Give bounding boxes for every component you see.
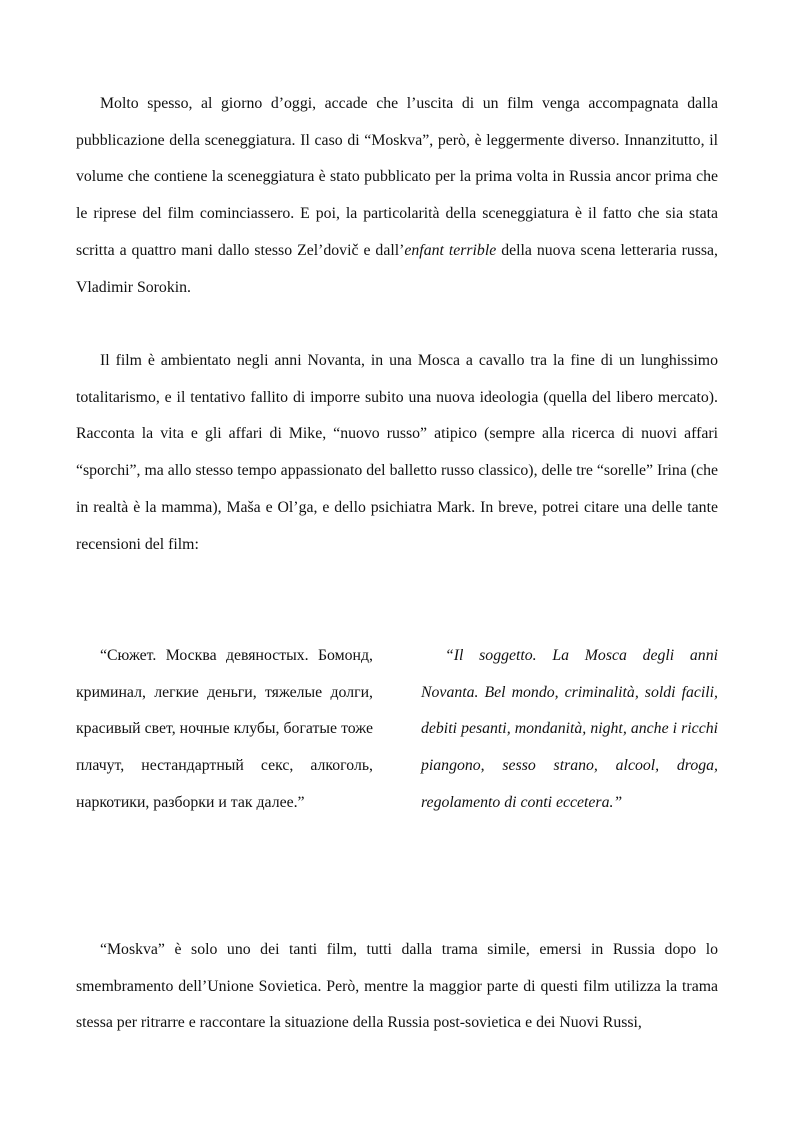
quote-russian: “Сюжет. Москва девяностых. Бомонд, криминал, легкие деньги, тяжелые долги, красивый свет, ночные клубы, богатые тоже плачут, нестандартный секс, алкоголь, наркотики, разборки и так далее.”: [76, 647, 373, 811]
paragraph-1-text-a: Molto spesso, al giorno d’oggi, accade che l’uscita di un film venga accompagnata dalla pubblicazione della sceneggiatura. Il caso di “Moskva”, però, è leggermente diverso. Innanzitutto, il volume che contiene la sceneggiatura è stato pubblicato per la prima volta in Russia ancor prima che le riprese del film cominciassero. E poi, la particolarità della sceneggiatura è il fatto che sia stata scritta a quattro mani dallo stesso Zel’dovič e dall’: [76, 95, 718, 259]
paragraph-film-setting: Il film è ambientato negli anni Novanta, in una Mosca a cavallo tra la fine di un lunghissimo totalitarismo, e il tentativo fallito di imporre subito una nuova ideologia (quella del libero mercato). Racconta la vita e gli affari di Mike, “nuovo russo” atipico (sempre alla ricerca di nuovi affari “sporchi”, ma allo stesso tempo appassionato del balletto russo classico), delle tre “sorelle” Irina (che in realtà è la mamma), Maša e Ol’ga, e dello psichiatra Mark. In breve, potrei citare una delle tante recensioni del film:: [76, 352, 718, 553]
quote-italian: “Il soggetto. La Mosca degli anni Novanta. Bel mondo, criminalità, soldi facili, debiti pesanti, mondanità, night, anche i ricchi piangono, sesso strano, alcool, droga, regolamento di conti eccetera.”: [421, 647, 718, 811]
paragraph-screenplay-intro: [76, 86, 718, 306]
paragraph-1-emphasis: enfant terrible: [404, 241, 497, 259]
paragraph-post-soviet-films: “Moskva” è solo uno dei tanti film, tutti dalla trama simile, emersi in Russia dopo lo smembramento dell’Unione Sovietica. Però, mentre la maggior parte di questi film utilizza la trama stessa per ritrarre e raccontare la situazione della Russia post-sovietica e dei Nuovi Russi,: [76, 941, 718, 1032]
paragraph-1-text-b: della nuova scena letteraria russa, Vladimir Sorokin.: [76, 241, 718, 296]
